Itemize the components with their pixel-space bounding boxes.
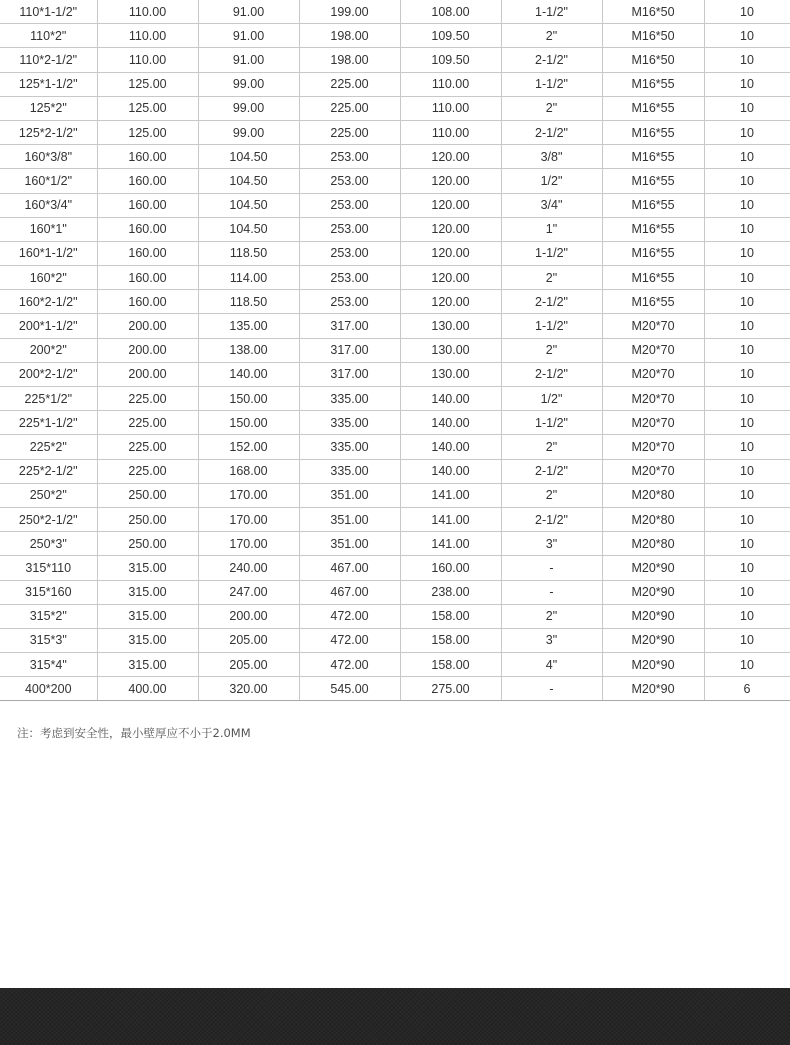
dim-b-cell: 467.00 (299, 580, 400, 604)
od-cell: 250.00 (97, 532, 198, 556)
dim-a-cell: 247.00 (198, 580, 299, 604)
dim-c-cell: 130.00 (400, 314, 501, 338)
bolt-cell: M20*90 (602, 677, 704, 701)
bolt-cell: M16*55 (602, 193, 704, 217)
bolt-cell: M20*90 (602, 628, 704, 652)
dim-c-cell: 120.00 (400, 169, 501, 193)
qty-cell: 10 (704, 96, 790, 120)
dim-a-cell: 91.00 (198, 0, 299, 24)
spec-cell: 315*2" (0, 604, 97, 628)
dim-b-cell: 351.00 (299, 532, 400, 556)
spec-cell: 250*3" (0, 532, 97, 556)
spec-cell: 160*1-1/2" (0, 241, 97, 265)
dim-b-cell: 472.00 (299, 653, 400, 677)
dim-a-cell: 150.00 (198, 411, 299, 435)
table-row (0, 169, 790, 193)
qty-cell: 10 (704, 507, 790, 531)
od-cell: 125.00 (97, 96, 198, 120)
od-cell: 200.00 (97, 362, 198, 386)
qty-cell: 10 (704, 48, 790, 72)
dim-b-cell: 198.00 (299, 48, 400, 72)
dim-c-cell: 140.00 (400, 459, 501, 483)
od-cell: 250.00 (97, 507, 198, 531)
dim-c-cell: 109.50 (400, 48, 501, 72)
table-row (0, 314, 790, 338)
qty-cell: 10 (704, 556, 790, 580)
dim-a-cell: 91.00 (198, 24, 299, 48)
dim-b-cell: 472.00 (299, 628, 400, 652)
qty-cell: 10 (704, 435, 790, 459)
dim-b-cell: 351.00 (299, 507, 400, 531)
spec-cell: 225*1-1/2" (0, 411, 97, 435)
qty-cell: 10 (704, 266, 790, 290)
spec-cell: 160*2-1/2" (0, 290, 97, 314)
od-cell: 315.00 (97, 604, 198, 628)
spec-cell: 200*1-1/2" (0, 314, 97, 338)
thread-cell: 2" (501, 266, 602, 290)
dim-b-cell: 545.00 (299, 677, 400, 701)
table-row (0, 653, 790, 677)
od-cell: 315.00 (97, 653, 198, 677)
dim-c-cell: 130.00 (400, 338, 501, 362)
dim-c-cell: 120.00 (400, 217, 501, 241)
thread-cell: 2-1/2" (501, 362, 602, 386)
thread-cell: - (501, 556, 602, 580)
od-cell: 160.00 (97, 169, 198, 193)
bolt-cell: M20*90 (602, 556, 704, 580)
spec-cell: 200*2" (0, 338, 97, 362)
dim-a-cell: 168.00 (198, 459, 299, 483)
table-row (0, 290, 790, 314)
od-cell: 225.00 (97, 435, 198, 459)
spec-cell: 200*2-1/2" (0, 362, 97, 386)
od-cell: 160.00 (97, 193, 198, 217)
bolt-cell: M20*90 (602, 580, 704, 604)
dim-a-cell: 138.00 (198, 338, 299, 362)
thread-cell: 2-1/2" (501, 290, 602, 314)
thread-cell: 2" (501, 604, 602, 628)
dim-c-cell: 120.00 (400, 145, 501, 169)
bolt-cell: M20*80 (602, 532, 704, 556)
thread-cell: 3" (501, 532, 602, 556)
table-row (0, 459, 790, 483)
dim-a-cell: 170.00 (198, 483, 299, 507)
thread-cell: 1-1/2" (501, 241, 602, 265)
od-cell: 250.00 (97, 483, 198, 507)
thread-cell: 1/2" (501, 169, 602, 193)
bolt-cell: M16*50 (602, 48, 704, 72)
table-row (0, 677, 790, 701)
table-row (0, 217, 790, 241)
bolt-cell: M20*90 (602, 653, 704, 677)
dim-b-cell: 317.00 (299, 314, 400, 338)
table-row (0, 266, 790, 290)
thread-cell: 4" (501, 653, 602, 677)
dim-c-cell: 141.00 (400, 483, 501, 507)
od-cell: 125.00 (97, 120, 198, 144)
qty-cell: 10 (704, 362, 790, 386)
spec-cell: 315*3" (0, 628, 97, 652)
dim-a-cell: 104.50 (198, 169, 299, 193)
table-row (0, 193, 790, 217)
dim-c-cell: 158.00 (400, 604, 501, 628)
dim-a-cell: 150.00 (198, 387, 299, 411)
table-row (0, 241, 790, 265)
dim-a-cell: 152.00 (198, 435, 299, 459)
dim-b-cell: 225.00 (299, 96, 400, 120)
table-row (0, 48, 790, 72)
od-cell: 160.00 (97, 290, 198, 314)
qty-cell: 10 (704, 387, 790, 411)
spec-cell: 225*2-1/2" (0, 459, 97, 483)
thread-cell: 2" (501, 96, 602, 120)
dim-b-cell: 225.00 (299, 120, 400, 144)
spec-cell: 160*3/4" (0, 193, 97, 217)
dim-c-cell: 130.00 (400, 362, 501, 386)
spec-cell: 125*2" (0, 96, 97, 120)
dim-a-cell: 114.00 (198, 266, 299, 290)
thread-cell: 2" (501, 24, 602, 48)
dim-c-cell: 120.00 (400, 193, 501, 217)
dim-b-cell: 253.00 (299, 266, 400, 290)
od-cell: 160.00 (97, 266, 198, 290)
qty-cell: 10 (704, 290, 790, 314)
dim-a-cell: 104.50 (198, 193, 299, 217)
qty-cell: 10 (704, 145, 790, 169)
thread-cell: 2-1/2" (501, 507, 602, 531)
thread-cell: 3/8" (501, 145, 602, 169)
dim-a-cell: 104.50 (198, 217, 299, 241)
dim-c-cell: 158.00 (400, 653, 501, 677)
qty-cell: 6 (704, 677, 790, 701)
thread-cell: 3/4" (501, 193, 602, 217)
dim-b-cell: 253.00 (299, 145, 400, 169)
bolt-cell: M20*70 (602, 338, 704, 362)
qty-cell: 10 (704, 628, 790, 652)
dim-a-cell: 135.00 (198, 314, 299, 338)
od-cell: 315.00 (97, 556, 198, 580)
dim-c-cell: 275.00 (400, 677, 501, 701)
dim-c-cell: 140.00 (400, 435, 501, 459)
bolt-cell: M16*50 (602, 24, 704, 48)
spec-cell: 110*2-1/2" (0, 48, 97, 72)
dim-a-cell: 140.00 (198, 362, 299, 386)
qty-cell: 10 (704, 532, 790, 556)
qty-cell: 10 (704, 0, 790, 24)
od-cell: 200.00 (97, 338, 198, 362)
table-row (0, 483, 790, 507)
od-cell: 110.00 (97, 0, 198, 24)
qty-cell: 10 (704, 217, 790, 241)
dim-a-cell: 205.00 (198, 628, 299, 652)
dim-b-cell: 253.00 (299, 169, 400, 193)
od-cell: 400.00 (97, 677, 198, 701)
dim-b-cell: 253.00 (299, 217, 400, 241)
spec-cell: 125*1-1/2" (0, 72, 97, 96)
spec-cell: 160*1/2" (0, 169, 97, 193)
footnote: 注：考虑到安全性，最小壁厚应不小于2.0MM (17, 726, 251, 740)
table-row (0, 507, 790, 531)
table-row (0, 362, 790, 386)
spec-cell: 400*200 (0, 677, 97, 701)
table-row (0, 580, 790, 604)
spec-cell: 125*2-1/2" (0, 120, 97, 144)
table-row (0, 532, 790, 556)
thread-cell: 2-1/2" (501, 459, 602, 483)
qty-cell: 10 (704, 411, 790, 435)
bolt-cell: M20*70 (602, 314, 704, 338)
bolt-cell: M20*70 (602, 411, 704, 435)
bolt-cell: M20*70 (602, 459, 704, 483)
dim-a-cell: 91.00 (198, 48, 299, 72)
qty-cell: 10 (704, 653, 790, 677)
table-row (0, 0, 790, 24)
qty-cell: 10 (704, 580, 790, 604)
thread-cell: 1-1/2" (501, 411, 602, 435)
od-cell: 160.00 (97, 241, 198, 265)
thread-cell: 2-1/2" (501, 120, 602, 144)
spec-cell: 110*2" (0, 24, 97, 48)
spec-cell: 225*2" (0, 435, 97, 459)
thread-cell: 2" (501, 435, 602, 459)
spec-cell: 110*1-1/2" (0, 0, 97, 24)
thread-cell: 1" (501, 217, 602, 241)
dim-a-cell: 170.00 (198, 507, 299, 531)
od-cell: 200.00 (97, 314, 198, 338)
bolt-cell: M16*55 (602, 145, 704, 169)
dim-b-cell: 472.00 (299, 604, 400, 628)
table-row (0, 604, 790, 628)
dim-b-cell: 335.00 (299, 459, 400, 483)
dim-b-cell: 335.00 (299, 387, 400, 411)
bolt-cell: M20*70 (602, 387, 704, 411)
spec-cell: 315*4" (0, 653, 97, 677)
dim-a-cell: 170.00 (198, 532, 299, 556)
dim-b-cell: 253.00 (299, 193, 400, 217)
table-row (0, 628, 790, 652)
dim-b-cell: 225.00 (299, 72, 400, 96)
table-row (0, 411, 790, 435)
bolt-cell: M16*55 (602, 120, 704, 144)
thread-cell: 1-1/2" (501, 72, 602, 96)
bolt-cell: M20*80 (602, 507, 704, 531)
dim-c-cell: 140.00 (400, 411, 501, 435)
table-row (0, 145, 790, 169)
table-row (0, 338, 790, 362)
dim-c-cell: 109.50 (400, 24, 501, 48)
od-cell: 225.00 (97, 459, 198, 483)
dim-a-cell: 104.50 (198, 145, 299, 169)
spec-cell: 160*1" (0, 217, 97, 241)
table-row (0, 435, 790, 459)
qty-cell: 10 (704, 459, 790, 483)
qty-cell: 10 (704, 338, 790, 362)
thread-cell: 2-1/2" (501, 48, 602, 72)
bolt-cell: M16*55 (602, 72, 704, 96)
od-cell: 160.00 (97, 145, 198, 169)
od-cell: 315.00 (97, 580, 198, 604)
dim-a-cell: 118.50 (198, 290, 299, 314)
table-row (0, 387, 790, 411)
od-cell: 110.00 (97, 48, 198, 72)
dim-c-cell: 141.00 (400, 532, 501, 556)
dim-c-cell: 120.00 (400, 241, 501, 265)
od-cell: 160.00 (97, 217, 198, 241)
bolt-cell: M20*70 (602, 362, 704, 386)
bolt-cell: M16*55 (602, 290, 704, 314)
dim-b-cell: 467.00 (299, 556, 400, 580)
thread-cell: 2" (501, 483, 602, 507)
thread-cell: 1-1/2" (501, 314, 602, 338)
dim-c-cell: 110.00 (400, 72, 501, 96)
dim-a-cell: 320.00 (198, 677, 299, 701)
bolt-cell: M16*55 (602, 241, 704, 265)
qty-cell: 10 (704, 314, 790, 338)
footer-band (0, 988, 790, 1045)
qty-cell: 10 (704, 604, 790, 628)
od-cell: 125.00 (97, 72, 198, 96)
dim-c-cell: 108.00 (400, 0, 501, 24)
qty-cell: 10 (704, 72, 790, 96)
dim-b-cell: 335.00 (299, 435, 400, 459)
od-cell: 225.00 (97, 411, 198, 435)
spec-cell: 225*1/2" (0, 387, 97, 411)
table-row (0, 120, 790, 144)
bolt-cell: M16*55 (602, 96, 704, 120)
od-cell: 225.00 (97, 387, 198, 411)
od-cell: 110.00 (97, 24, 198, 48)
dim-b-cell: 335.00 (299, 411, 400, 435)
dim-a-cell: 99.00 (198, 72, 299, 96)
qty-cell: 10 (704, 483, 790, 507)
dim-c-cell: 120.00 (400, 290, 501, 314)
bolt-cell: M20*70 (602, 435, 704, 459)
thread-cell: 1-1/2" (501, 0, 602, 24)
table-row (0, 96, 790, 120)
dim-b-cell: 198.00 (299, 24, 400, 48)
dim-a-cell: 205.00 (198, 653, 299, 677)
dim-c-cell: 160.00 (400, 556, 501, 580)
table-row (0, 72, 790, 96)
dim-c-cell: 120.00 (400, 266, 501, 290)
dim-b-cell: 317.00 (299, 338, 400, 362)
thread-cell: - (501, 580, 602, 604)
bolt-cell: M16*55 (602, 266, 704, 290)
table-row (0, 24, 790, 48)
spec-cell: 250*2" (0, 483, 97, 507)
dim-b-cell: 253.00 (299, 241, 400, 265)
spec-cell: 160*2" (0, 266, 97, 290)
bolt-cell: M16*50 (602, 0, 704, 24)
qty-cell: 10 (704, 24, 790, 48)
spec-cell: 160*3/8" (0, 145, 97, 169)
dim-a-cell: 99.00 (198, 120, 299, 144)
bolt-cell: M20*80 (602, 483, 704, 507)
qty-cell: 10 (704, 241, 790, 265)
qty-cell: 10 (704, 169, 790, 193)
dim-b-cell: 351.00 (299, 483, 400, 507)
dim-b-cell: 253.00 (299, 290, 400, 314)
qty-cell: 10 (704, 120, 790, 144)
spec-cell: 315*110 (0, 556, 97, 580)
spec-cell: 315*160 (0, 580, 97, 604)
dim-a-cell: 240.00 (198, 556, 299, 580)
dim-a-cell: 200.00 (198, 604, 299, 628)
thread-cell: 1/2" (501, 387, 602, 411)
dim-c-cell: 141.00 (400, 507, 501, 531)
bolt-cell: M16*55 (602, 217, 704, 241)
dim-c-cell: 140.00 (400, 387, 501, 411)
bolt-cell: M16*55 (602, 169, 704, 193)
dim-c-cell: 110.00 (400, 120, 501, 144)
dim-a-cell: 99.00 (198, 96, 299, 120)
qty-cell: 10 (704, 193, 790, 217)
dim-c-cell: 158.00 (400, 628, 501, 652)
dim-c-cell: 238.00 (400, 580, 501, 604)
thread-cell: 3" (501, 628, 602, 652)
dim-b-cell: 199.00 (299, 0, 400, 24)
table-row (0, 556, 790, 580)
dim-a-cell: 118.50 (198, 241, 299, 265)
thread-cell: 2" (501, 338, 602, 362)
od-cell: 315.00 (97, 628, 198, 652)
bolt-cell: M20*90 (602, 604, 704, 628)
dim-b-cell: 317.00 (299, 362, 400, 386)
dim-c-cell: 110.00 (400, 96, 501, 120)
thread-cell: - (501, 677, 602, 701)
spec-cell: 250*2-1/2" (0, 507, 97, 531)
